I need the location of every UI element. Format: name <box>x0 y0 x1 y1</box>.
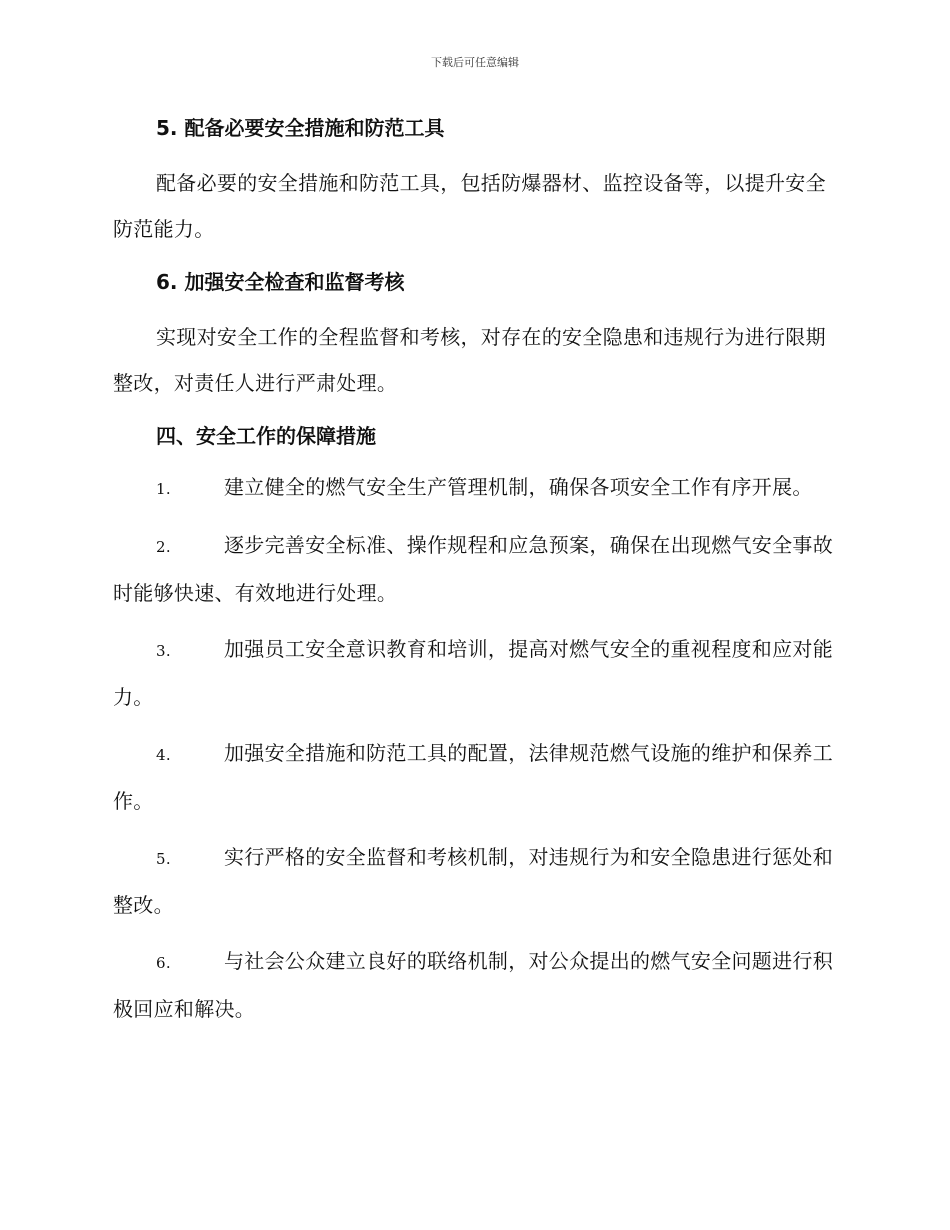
list-item <box>113 464 833 512</box>
list-item-text: 逐步完善安全标准、操作规程和应急预案，确保在出现燃气安全事故时能够快速、有效地进行处理。 <box>113 533 833 605</box>
list-number: 5. <box>156 850 171 868</box>
section-heading: 5. 配备必要安全措施和防范工具 <box>156 116 445 140</box>
list-number: 3. <box>156 642 171 660</box>
section-heading: 6. 加强安全检查和监督考核 <box>156 270 405 294</box>
page-header: 下载后可任意编辑 <box>431 56 519 69</box>
list-item-text: 与社会公众建立良好的联络机制，对公众提出的燃气安全问题进行积极回应和解决。 <box>113 949 833 1021</box>
list-number: 2. <box>156 538 171 556</box>
list-number: 6. <box>156 954 171 972</box>
list-item-text: 实行严格的安全监督和考核机制，对违规行为和安全隐患进行惩处和整改。 <box>113 845 833 917</box>
list-item-text: 加强安全措施和防范工具的配置，法律规范燃气设施的维护和保养工作。 <box>113 741 833 813</box>
list-item <box>113 730 833 824</box>
list-number: 1. <box>156 480 171 498</box>
section-paragraph: 配备必要的安全措施和防范工具，包括防爆器材、监控设备等，以提升安全防范能力。 <box>113 171 826 241</box>
document-body <box>113 112 833 1032</box>
list-item <box>113 834 833 928</box>
list-item <box>113 522 833 616</box>
list-item <box>113 626 833 720</box>
section-heading: 四、安全工作的保障措施 <box>156 424 376 448</box>
list-item-text: 建立健全的燃气安全生产管理机制，确保各项安全工作有序开展。 <box>224 475 813 499</box>
list-item-text: 加强员工安全意识教育和培训，提高对燃气安全的重视程度和应对能力。 <box>113 637 833 709</box>
section-paragraph: 实现对安全工作的全程监督和考核，对存在的安全隐患和违规行为进行限期整改，对责任人进行严肃处理。 <box>113 325 826 395</box>
measures-list <box>113 464 833 1032</box>
list-number: 4. <box>156 746 171 764</box>
list-item <box>113 938 833 1032</box>
